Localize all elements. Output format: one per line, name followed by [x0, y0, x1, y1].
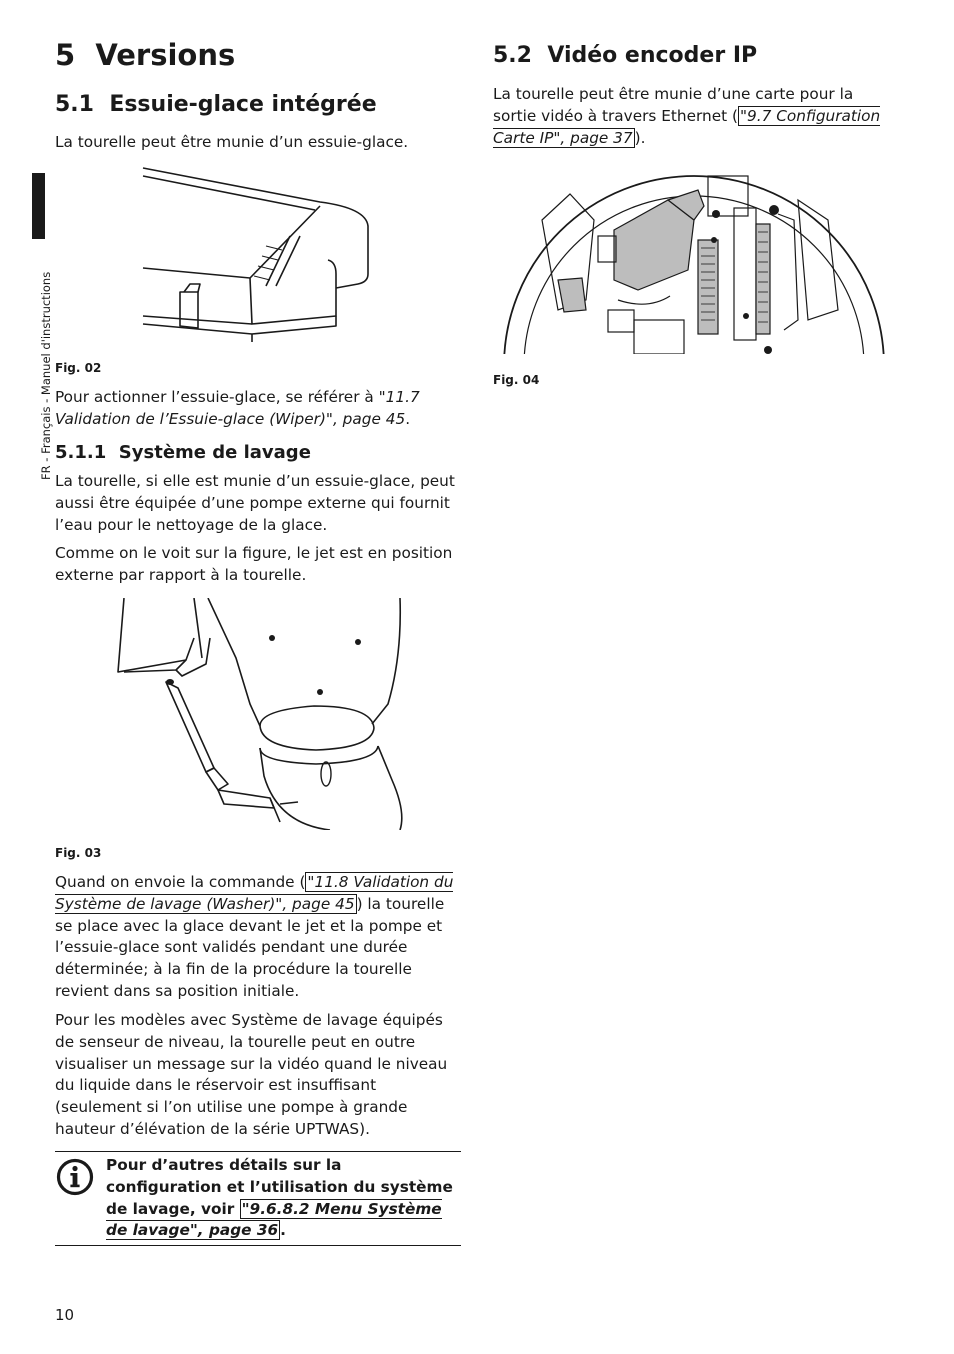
note-top-rule — [55, 1151, 461, 1152]
figure-03-washer-jet — [110, 598, 410, 830]
washer-paragraph-1: La tourelle, si elle est munie d’un essuie-glace, peut aussi être équipée d’une pompe externe qui fournit l’eau pour le nettoyage de la glace. — [55, 472, 455, 534]
section-5-2-heading: 5.2 Vidéo encoder IP — [493, 43, 758, 68]
washer-validation-link[interactable]: "11.8 Validation du Système de lavage (Washer)", page 45 — [55, 873, 454, 913]
note-bottom-rule — [55, 1245, 461, 1246]
wiper-reference-paragraph: Pour actionner l’essuie-glace, se référer à "11.7 Validation de l’Essuie-glace (Wiper)", page 45. — [55, 388, 420, 428]
sidebar-label: FR - Français - Manuel d'instructions — [39, 271, 53, 480]
section-5-1-1-heading: 5.1.1 Système de lavage — [55, 442, 311, 463]
washer-note: Pour d’autres détails sur la configuration et l’utilisation du système de lavage, voir "9.6.8.2 Menu Système de lavage", page 36 . — [106, 1156, 453, 1240]
figure-02-wiper-housing — [140, 166, 380, 346]
figure-02-caption: Fig. 02 — [55, 361, 102, 375]
sidebar-marker — [32, 173, 45, 239]
ip-encoder-paragraph: La tourelle peut être munie d’une carte pour la sortie vidéo à travers Ethernet ( "9.7 Configuration Carte IP", page 37 ). — [493, 85, 881, 147]
washer-paragraph-2: Comme on le voit sur la figure, le jet est en position externe par rapport à la tourelle. — [55, 544, 453, 584]
figure-04-ip-board — [498, 160, 890, 356]
chapter-title: 5 Versions — [55, 38, 236, 72]
figure-04-caption: Fig. 04 — [493, 373, 540, 387]
washer-paragraph-4: Pour les modèles avec Système de lavage équipés de senseur de niveau, la tourelle peut en outre visualiser un message sur la vidéo quand le niveau du liquide dans le réservoir est insuffisant (seulement si l’on utilise une pompe à grande hauteur d’élévation de la série UPTWAS). — [55, 1011, 448, 1138]
wiper-reference-link[interactable]: "11.7 Validation de l’Essuie-glace (Wiper)", page 45 — [55, 388, 420, 428]
section-5-1-intro: La tourelle peut être munie d’un essuie-glace. — [55, 133, 409, 151]
washer-menu-link[interactable]: "9.6.8.2 Menu Système de lavage", page 36 — [106, 1199, 442, 1240]
section-5-1-heading: 5.1 Essuie-glace intégrée — [55, 92, 377, 117]
page-number: 10 — [55, 1306, 75, 1324]
washer-paragraph-3: Quand on envoie la commande ( "11.8 Validation du Système de lavage (Washer)", page 45 ) la tourelle se place avec la glace devant le jet et la pompe et l’essuie-glace sont validés pendant une durée déterminée; à la fin de la procédure la tourelle revient dans sa position initiale. — [55, 873, 454, 1000]
info-icon — [56, 1158, 94, 1196]
figure-03-caption: Fig. 03 — [55, 846, 102, 860]
ip-card-config-link[interactable]: "9.7 Configuration Carte IP", page 37 — [493, 106, 881, 147]
